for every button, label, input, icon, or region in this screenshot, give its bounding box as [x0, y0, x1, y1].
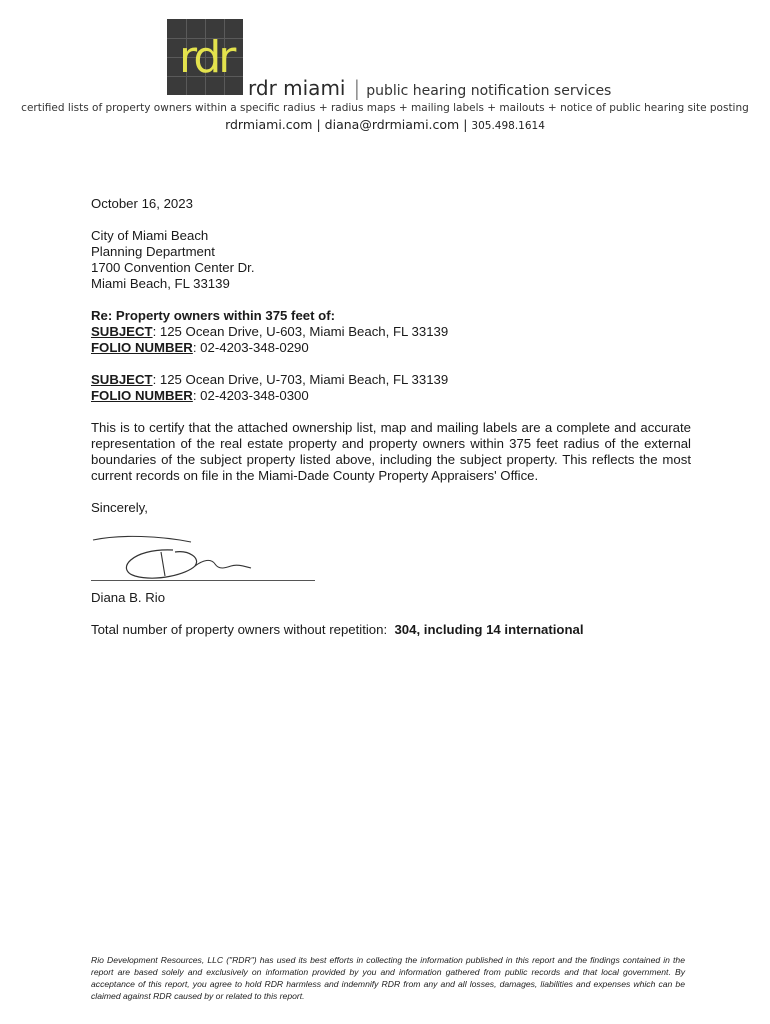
folio-label: FOLIO NUMBER [91, 340, 193, 355]
subject-label: SUBJECT [91, 324, 153, 339]
services-line: certified lists of property owners within a specific radius + radius maps + mailing labels + mailouts + notice of public hearing site posting [21, 102, 749, 114]
address-line: 1700 Convention Center Dr. [91, 260, 255, 275]
subject-value: : 125 Ocean Drive, U-603, Miami Beach, FL 33139 [152, 324, 449, 339]
letter-body [91, 196, 691, 638]
folio-line [91, 388, 691, 404]
signer-name: Diana B. Rio [91, 590, 166, 605]
brand-name: rdr miami [248, 76, 346, 100]
total-value: 304, including 14 international [394, 622, 584, 637]
address-line: Miami Beach, FL 33139 [91, 276, 230, 291]
email-link[interactable]: diana@rdrmiami.com [324, 117, 460, 132]
total-owners-line [91, 622, 691, 638]
brand-separator: | [353, 76, 361, 100]
subject-label: SUBJECT [91, 372, 153, 387]
handwritten-signature [91, 530, 261, 586]
signature-line [91, 580, 315, 581]
total-label: Total number of property owners without repetition: [91, 622, 388, 637]
folio-line [91, 340, 691, 356]
brand-tagline: public hearing notification services [366, 83, 612, 99]
contact-separator: | [463, 117, 468, 132]
subject-value: : 125 Ocean Drive, U-703, Miami Beach, FL 33139 [152, 372, 449, 387]
signature-block [91, 530, 691, 590]
closing: Sincerely, [91, 500, 148, 515]
rdr-logo [167, 19, 243, 95]
contact-separator: | [316, 117, 321, 132]
website-link[interactable]: rdrmiami.com [225, 117, 313, 132]
subject-line [91, 324, 691, 340]
folio-value: : 02-4203-348-0290 [192, 340, 309, 355]
recipient-address [91, 228, 691, 292]
address-line: Planning Department [91, 244, 215, 259]
address-line: City of Miami Beach [91, 228, 209, 243]
phone-number: 305.498.1614 [471, 120, 545, 132]
brand-line [248, 76, 611, 103]
subject-line [91, 372, 691, 388]
folio-label: FOLIO NUMBER [91, 388, 193, 403]
letter-date: October 16, 2023 [91, 196, 193, 211]
footer-disclaimer: Rio Development Resources, LLC ("RDR") has used its best efforts in collecting the information published in this report and the findings contained in the report are based solely and exclusively on information provided by you and information gathered from public records and that local government. By acceptance of this report, you agree to hold RDR harmless and indemnify RDR from any and all losses, damages, liabilities and expenses which can be claimed against RDR caused by or related to this report. [91, 955, 685, 1001]
contact-line [0, 117, 770, 134]
logo-lettering: rdr [179, 32, 234, 83]
certification-paragraph: This is to certify that the attached ownership list, map and mailing labels are a complete and accurate representation of the real estate property and property owners within 375 feet radius of the external boundaries of the subject property listed above, including the subject property. This reflects the most current records on file in the Miami-Dade County Property Appraisers' Office. [91, 420, 691, 483]
folio-value: : 02-4203-348-0300 [192, 388, 309, 403]
re-line: Re: Property owners within 375 feet of: [91, 308, 336, 323]
